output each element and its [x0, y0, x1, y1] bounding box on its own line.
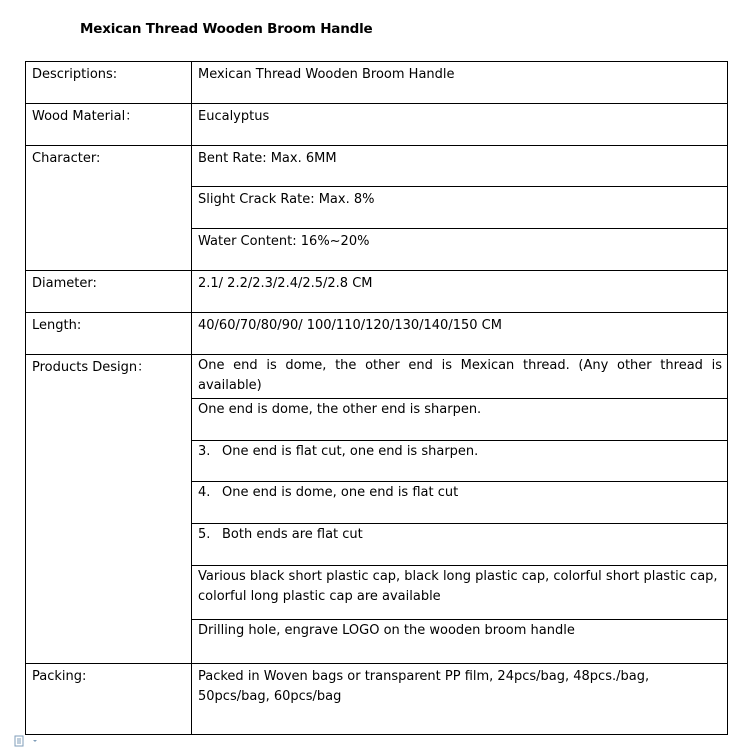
- character-value: Bent Rate: Max. 6MM: [192, 146, 728, 187]
- diameter-label: Diameter:: [26, 271, 192, 313]
- design-option-number: 4.: [198, 485, 211, 500]
- table-row: [26, 355, 728, 399]
- products-design-label: Products Design：: [26, 355, 192, 664]
- design-option-text: Drilling hole, engrave LOGO on the wooden broom handle: [198, 623, 575, 638]
- table-row: [26, 104, 728, 146]
- length-value: 40/60/70/80/90/ 100/110/120/130/140/150 CM: [192, 313, 728, 355]
- design-option: [192, 399, 728, 441]
- table-row: [26, 146, 728, 187]
- design-option-text: One end is flat cut, one end is sharpen.: [222, 444, 479, 459]
- design-option-text: Both ends are flat cut: [222, 527, 363, 542]
- design-option-number: 3.: [198, 444, 211, 459]
- design-option: [192, 566, 728, 620]
- wood-material-label: Wood Material：: [26, 104, 192, 146]
- wood-material-value: Eucalyptus: [192, 104, 728, 146]
- character-value: Slight Crack Rate: Max. 8%: [192, 187, 728, 229]
- character-label: Character:: [26, 146, 192, 271]
- table-row: [26, 313, 728, 355]
- design-option-number: 5.: [198, 527, 211, 542]
- document-title: Mexican Thread Wooden Broom Handle: [80, 21, 373, 37]
- spec-table: [25, 61, 728, 735]
- character-value: Water Content: 16%~20%: [192, 229, 728, 271]
- design-option: [192, 441, 728, 482]
- length-label: Length:: [26, 313, 192, 355]
- diameter-value: 2.1/ 2.2/2.3/2.4/2.5/2.8 CM: [192, 271, 728, 313]
- design-option: [192, 524, 728, 566]
- design-option: [192, 620, 728, 664]
- table-row: [26, 62, 728, 104]
- packing-label: Packing:: [26, 664, 192, 735]
- table-row: [26, 271, 728, 313]
- descriptions-value: Mexican Thread Wooden Broom Handle: [192, 62, 728, 104]
- table-row: [26, 664, 728, 735]
- design-option: [192, 355, 728, 399]
- design-option-text: One end is dome, the other end is sharpen.: [198, 402, 482, 417]
- packing-value: Packed in Woven bags or transparent PP film, 24pcs/bag, 48pcs./bag, 50pcs/bag, 60pcs/bag: [192, 664, 728, 735]
- design-option-text: One end is dome, one end is flat cut: [222, 485, 459, 500]
- design-option-text: Various black short plastic cap, black long plastic cap, colorful short plastic cap, colorful long plastic cap are available: [198, 569, 718, 604]
- design-option: [192, 482, 728, 524]
- descriptions-label: Descriptions:: [26, 62, 192, 104]
- design-option-text: One end is dome, the other end is Mexican thread. (Any other thread is available): [198, 358, 722, 393]
- document-icon[interactable]: [14, 735, 38, 747]
